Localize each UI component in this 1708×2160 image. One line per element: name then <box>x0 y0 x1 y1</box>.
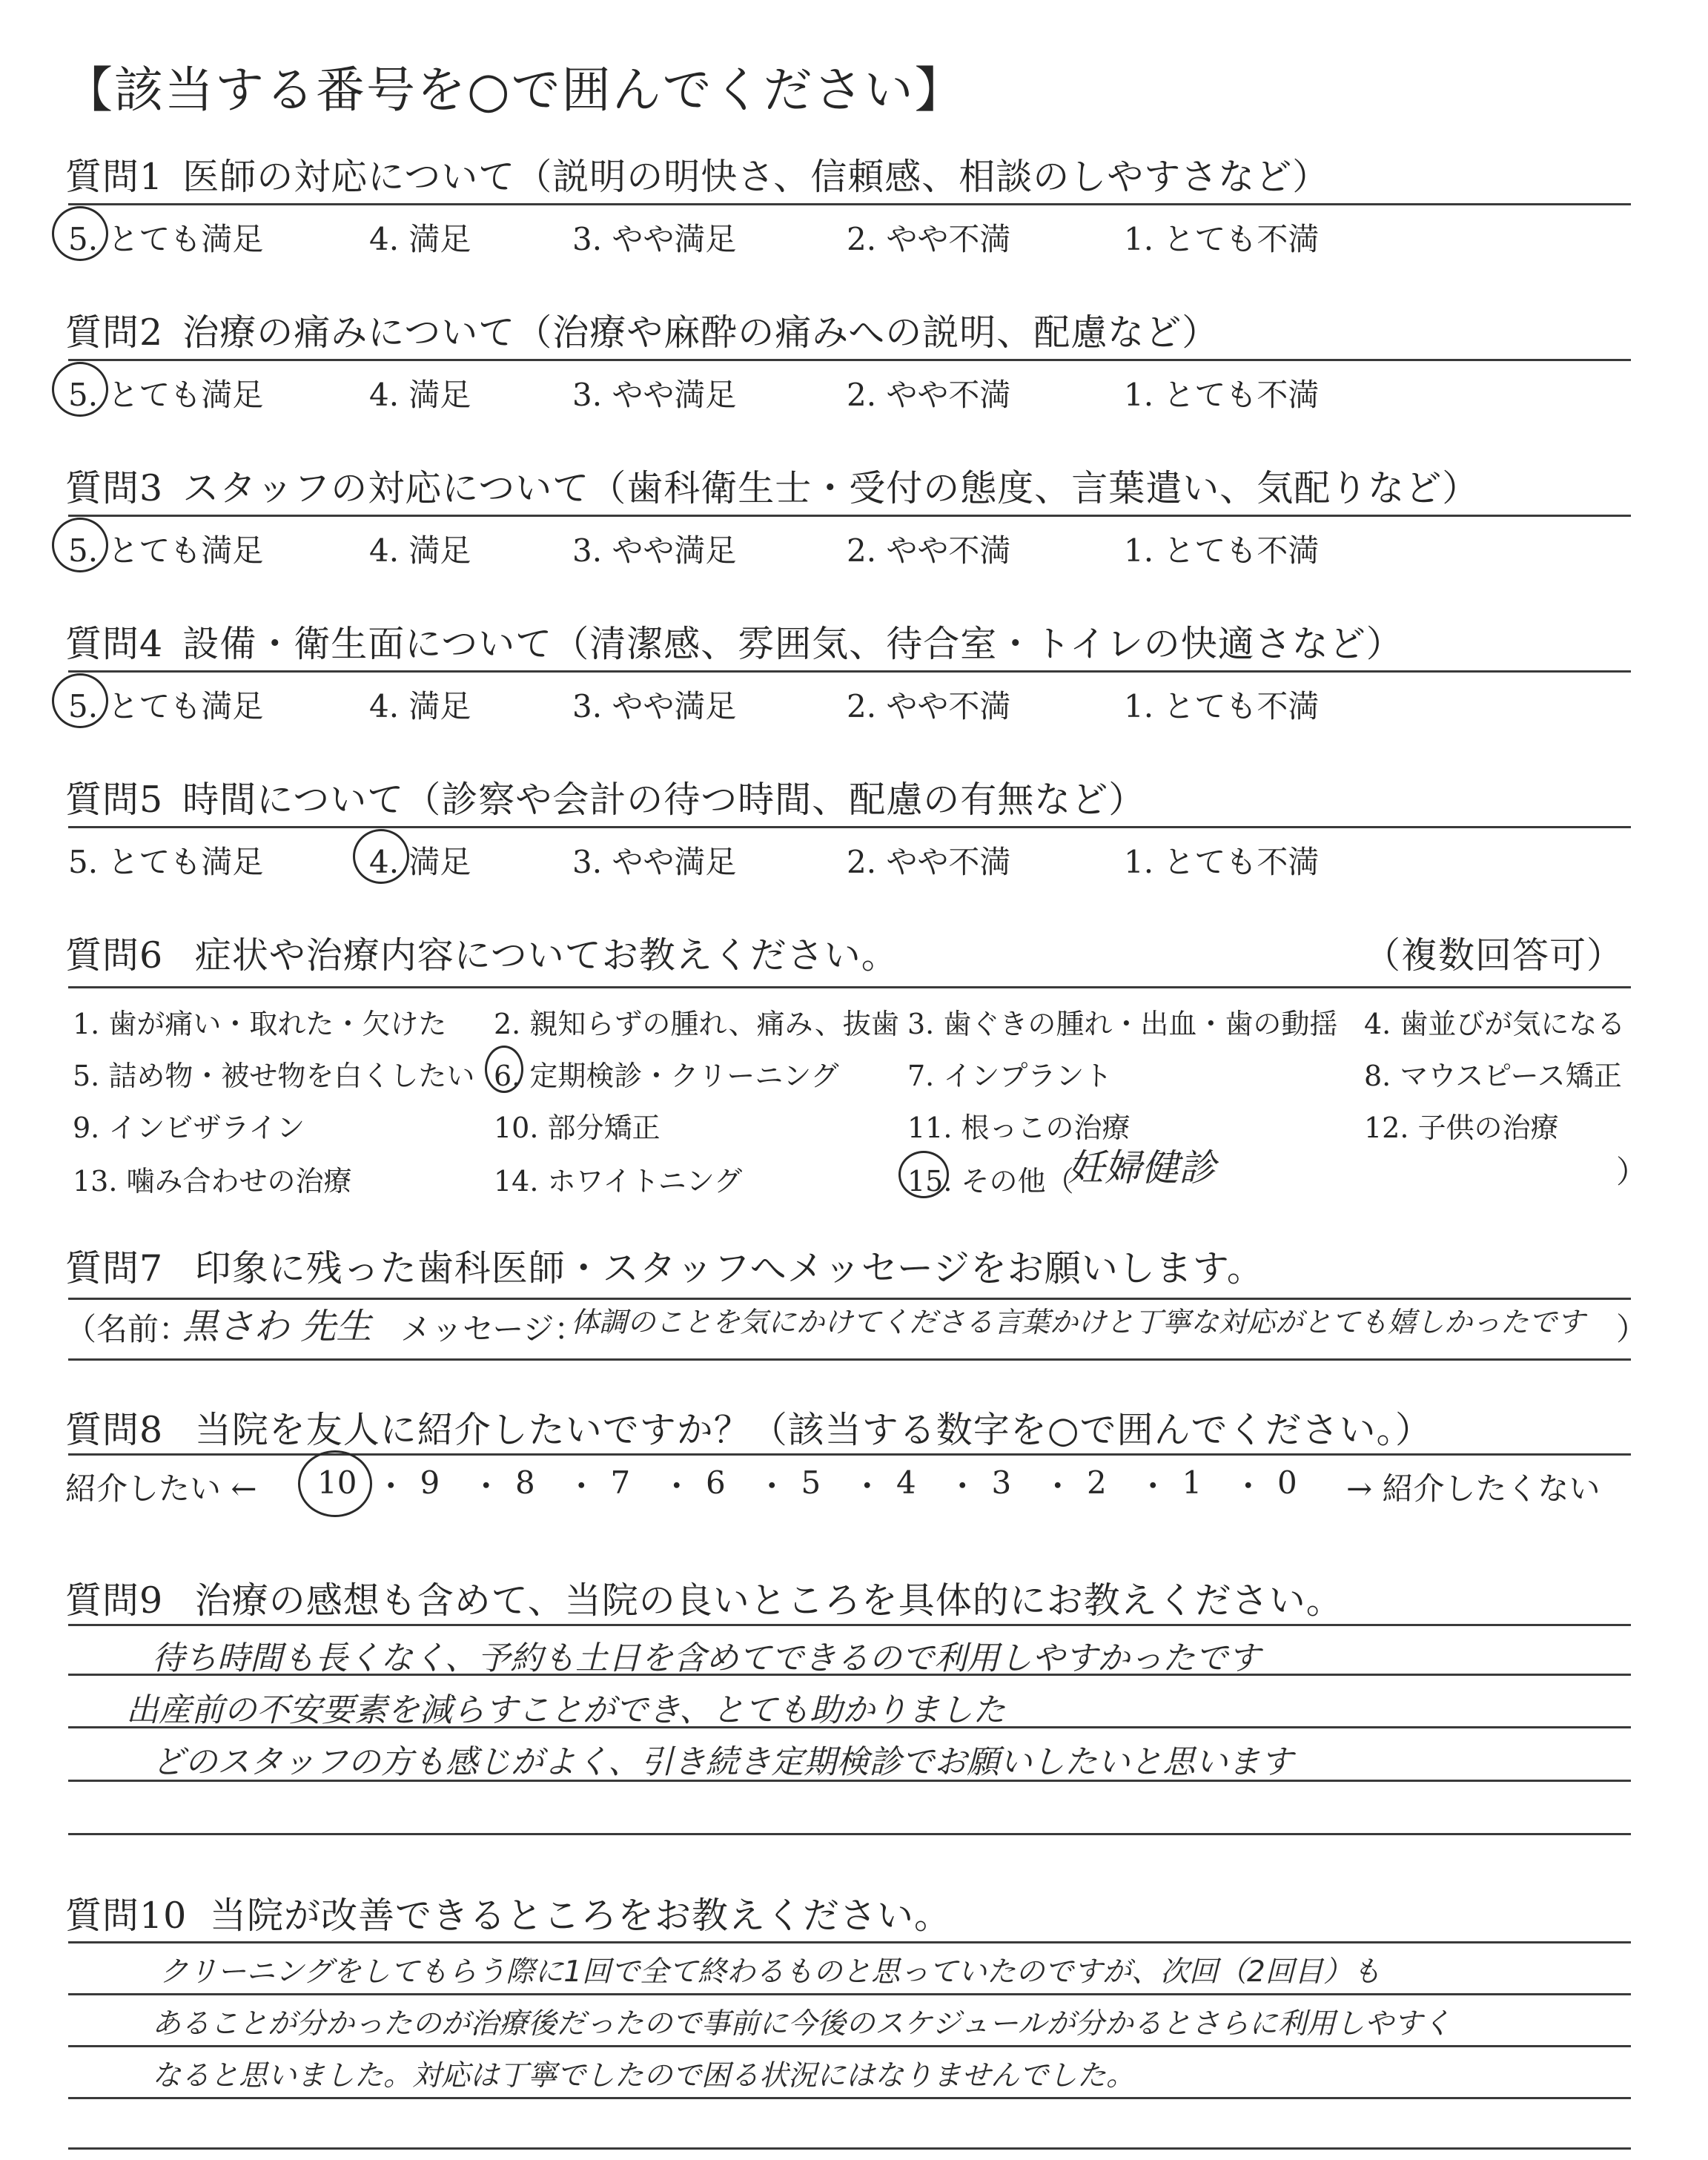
q6-option-14[interactable]: 14. ホワイトニング <box>494 1165 743 1198</box>
q7-label: 質問7 <box>65 1247 164 1289</box>
q6-option-15[interactable]: 15. その他（ <box>907 1165 1074 1198</box>
q3-heading <box>65 460 1479 512</box>
q8-scale-8[interactable]: 8 <box>515 1464 535 1501</box>
q8-scale-separator: ・ <box>947 1468 979 1505</box>
q7-name-label: （名前： <box>65 1311 191 1347</box>
q7-message-label: メッセージ： <box>400 1311 586 1347</box>
q6-option-4[interactable]: 4. 歯並びが気になる <box>1364 1008 1626 1040</box>
q8-scale-4[interactable]: 4 <box>896 1464 916 1501</box>
q1-option-2[interactable]: 2. やや不満 <box>847 221 1011 257</box>
q6-option-12[interactable]: 12. 子供の治療 <box>1364 1112 1559 1144</box>
form-title: 【該当する番号を○で囲んでください】 <box>64 62 965 119</box>
q4-heading <box>65 615 1403 667</box>
q6-other-close: ） <box>1616 1154 1648 1190</box>
q6-option-6[interactable]: 6. 定期検診・クリーニング <box>494 1060 839 1092</box>
q5-rule <box>68 826 1631 828</box>
q5-option-2[interactable]: 2. やや不満 <box>847 844 1011 880</box>
q10-heading <box>65 1887 951 1939</box>
q5-selected-circle <box>353 829 409 884</box>
q7-close: ） <box>1616 1311 1648 1347</box>
q4-option-3[interactable]: 3. やや満足 <box>572 688 737 724</box>
q5-option-3[interactable]: 3. やや満足 <box>572 844 737 880</box>
q8-scale-separator: ・ <box>375 1468 407 1505</box>
q10-rule-3 <box>68 2097 1631 2099</box>
q1-text: 医師の対応について（説明の明快さ、信頼感、相談のしやすさなど） <box>182 156 1330 198</box>
q1-option-5[interactable]: 5. とても満足 <box>68 221 264 257</box>
q4-rule <box>68 670 1631 673</box>
q6-option-8[interactable]: 8. マウスピース矯正 <box>1364 1060 1622 1092</box>
q6-note: （複数回答可） <box>1364 934 1624 977</box>
q10-rule-4 <box>68 2147 1631 2150</box>
q7-message-value[interactable]: 体調のことを気にかけてくださる言葉かけと丁寧な対応がとても嬉しかったです <box>571 1306 1586 1338</box>
q3-selected-circle <box>52 518 108 572</box>
q10-label: 質問10 <box>65 1895 188 1937</box>
q8-scale-0[interactable]: 0 <box>1277 1464 1297 1501</box>
q9-label: 質問9 <box>65 1579 164 1622</box>
q2-option-2[interactable]: 2. やや不満 <box>847 377 1011 413</box>
q8-scale-9[interactable]: 9 <box>420 1464 440 1501</box>
q8-scale-3[interactable]: 3 <box>991 1464 1012 1501</box>
q1-selected-circle <box>52 206 108 261</box>
q7-text: 印象に残った歯科医師・スタッフへメッセージをお願いします。 <box>194 1247 1264 1289</box>
q2-option-5[interactable]: 5. とても満足 <box>68 377 264 413</box>
q6-selected-circle-6 <box>485 1046 523 1093</box>
q3-option-3[interactable]: 3. やや満足 <box>572 532 737 569</box>
q8-scale-separator: ・ <box>756 1468 788 1505</box>
q9-text: 治療の感想も含めて、当院の良いところを具体的にお教えください。 <box>194 1579 1343 1622</box>
q6-option-2[interactable]: 2. 親知らずの腫れ、痛み、抜歯 <box>494 1008 899 1040</box>
q7-name-value[interactable]: 黒さわ 先生 <box>182 1306 372 1347</box>
q6-label: 質問6 <box>65 934 164 977</box>
q3-option-4[interactable]: 4. 満足 <box>369 532 471 569</box>
q6-option-10[interactable]: 10. 部分矯正 <box>494 1112 661 1144</box>
q4-label: 質問4 <box>65 623 164 665</box>
q5-option-1[interactable]: 1. とても不満 <box>1124 844 1320 880</box>
q4-option-2[interactable]: 2. やや不満 <box>847 688 1011 724</box>
q8-scale-10[interactable]: 10 <box>317 1464 357 1501</box>
q10-answer-line-3[interactable]: なると思いました。対応は丁寧でしたので困る状況にはなりませんでした。 <box>152 2059 1136 2093</box>
q1-option-4[interactable]: 4. 満足 <box>369 221 471 257</box>
q5-text: 時間について（診察や会計の待つ時間、配慮の有無など） <box>182 779 1146 821</box>
q2-selected-circle <box>52 362 108 417</box>
q6-option-9[interactable]: 9. インビザライン <box>73 1112 305 1144</box>
q10-rule-0 <box>68 1941 1631 1943</box>
q8-scale-7[interactable]: 7 <box>610 1464 631 1501</box>
q6-option-13[interactable]: 13. 噛み合わせの治療 <box>73 1165 352 1198</box>
q8-scale-1[interactable]: 1 <box>1182 1464 1202 1501</box>
q8-label: 質問8 <box>65 1409 164 1451</box>
q8-scale-separator: ・ <box>470 1468 502 1505</box>
q6-option-7[interactable]: 7. インプラント <box>907 1060 1113 1092</box>
q8-scale-6[interactable]: 6 <box>706 1464 726 1501</box>
q6-heading <box>65 927 898 979</box>
q6-option-1[interactable]: 1. 歯が痛い・取れた・欠けた <box>73 1008 447 1040</box>
q9-answer-line-3[interactable]: どのスタッフの方も感じがよく、引き続き定期検診でお願いしたいと思います <box>152 1743 1294 1781</box>
q8-selected-circle <box>298 1450 372 1517</box>
q10-rule-1 <box>68 1993 1631 1995</box>
q1-rule <box>68 203 1631 205</box>
q6-other-text[interactable]: 妊婦健診 <box>1068 1146 1216 1189</box>
q3-option-5[interactable]: 5. とても満足 <box>68 532 264 569</box>
q8-scale-2[interactable]: 2 <box>1087 1464 1107 1501</box>
q1-label: 質問1 <box>65 156 164 198</box>
q8-heading <box>65 1401 1432 1453</box>
q2-option-3[interactable]: 3. やや満足 <box>572 377 737 413</box>
q4-option-5[interactable]: 5. とても満足 <box>68 688 264 724</box>
q9-heading <box>65 1572 1343 1624</box>
q7-rule-bottom <box>68 1358 1631 1361</box>
q6-selected-circle-15 <box>898 1151 949 1198</box>
q9-rule-0 <box>68 1624 1631 1626</box>
q8-scale-separator: ・ <box>661 1468 692 1505</box>
q6-rule <box>68 986 1631 988</box>
q1-option-3[interactable]: 3. やや満足 <box>572 221 737 257</box>
q8-scale-separator: ・ <box>851 1468 883 1505</box>
q2-option-4[interactable]: 4. 満足 <box>369 377 471 413</box>
q3-text: スタッフの対応について（歯科衛生士・受付の態度、言葉遣い、気配りなど） <box>182 467 1480 509</box>
q8-scale-separator: ・ <box>1232 1468 1264 1505</box>
q10-answer-line-1[interactable]: クリーニングをしてもらう際に1回で全て終わるものと思っていたのですが、次回（2回目）も <box>159 1955 1381 1989</box>
q2-heading <box>65 304 1219 356</box>
q8-scale-separator: ・ <box>1137 1468 1169 1505</box>
q6-option-11[interactable]: 11. 根っこの治療 <box>907 1112 1131 1144</box>
q8-scale-separator: ・ <box>566 1468 598 1505</box>
q7-heading <box>65 1240 1264 1292</box>
q6-option-3[interactable]: 3. 歯ぐきの腫れ・出血・歯の動揺 <box>907 1008 1338 1040</box>
q5-label: 質問5 <box>65 779 164 821</box>
q6-option-5[interactable]: 5. 詰め物・被せ物を白くしたい <box>73 1060 475 1092</box>
q8-left-label: 紹介したい ← <box>65 1470 257 1507</box>
q4-selected-circle <box>52 673 108 728</box>
q1-option-1[interactable]: 1. とても不満 <box>1124 221 1320 257</box>
q8-text: 当院を友人に紹介したいですか？（該当する数字を○で囲んでください。） <box>194 1409 1433 1451</box>
q3-option-2[interactable]: 2. やや不満 <box>847 532 1011 569</box>
q8-right-label: → 紹介したくない <box>1346 1470 1601 1507</box>
q5-option-5[interactable]: 5. とても満足 <box>68 844 264 880</box>
q3-label: 質問3 <box>65 467 164 509</box>
q5-heading <box>65 771 1145 823</box>
q3-rule <box>68 515 1631 517</box>
q1-heading <box>65 148 1329 200</box>
q8-scale-5[interactable]: 5 <box>801 1464 821 1501</box>
q4-option-1[interactable]: 1. とても不満 <box>1124 688 1320 724</box>
q9-rule-4 <box>68 1833 1631 1835</box>
q8-rule <box>68 1453 1631 1456</box>
q2-option-1[interactable]: 1. とても不満 <box>1124 377 1320 413</box>
q6-text: 症状や治療内容についてお教えください。 <box>194 934 898 977</box>
q9-answer-line-2[interactable]: 出産前の不安要素を減らすことができ、とても助かりました <box>126 1691 1006 1729</box>
q2-label: 質問2 <box>65 311 164 354</box>
q10-answer-line-2[interactable]: あることが分かったのが治療後だったので事前に今後のスケジュールが分かるとさらに利用しやすく <box>152 2007 1452 2041</box>
q4-text: 設備・衛生面について（清潔感、雰囲気、待合室・トイレの快適さなど） <box>182 623 1403 665</box>
q4-option-4[interactable]: 4. 満足 <box>369 688 471 724</box>
q2-rule <box>68 359 1631 361</box>
q2-text: 治療の痛みについて（治療や麻酔の痛みへの説明、配慮など） <box>182 311 1219 354</box>
q8-scale-separator: ・ <box>1042 1468 1073 1505</box>
q10-text: 当院が改善できるところをお教えください。 <box>209 1895 951 1937</box>
q5-option-4[interactable]: 4. 満足 <box>369 844 471 880</box>
q9-answer-line-1[interactable]: 待ち時間も長くなく、予約も土日を含めてできるので利用しやすかったです <box>152 1639 1261 1677</box>
q3-option-1[interactable]: 1. とても不満 <box>1124 532 1320 569</box>
q10-rule-2 <box>68 2045 1631 2047</box>
